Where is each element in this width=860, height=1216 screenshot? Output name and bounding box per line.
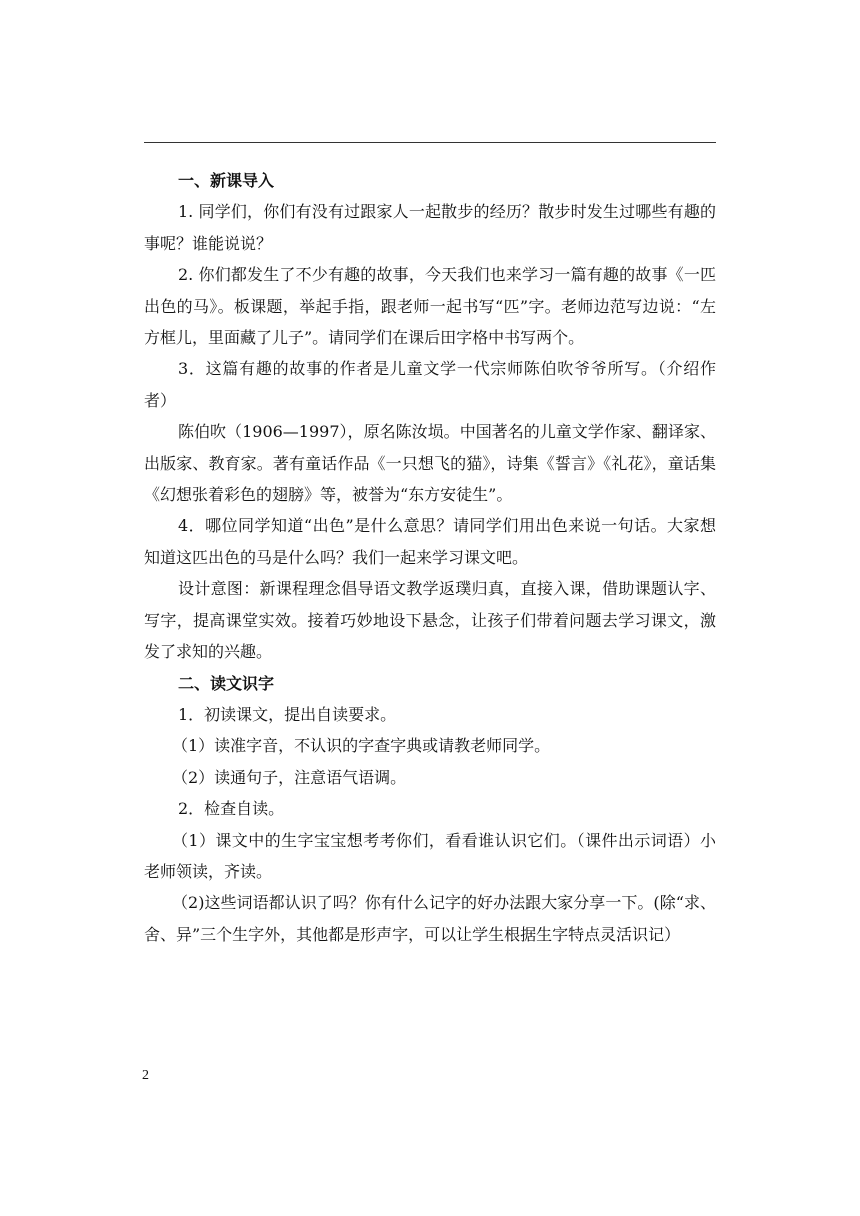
document-body [144,165,716,950]
paragraph: 4．哪位同学知道“出色”是什么意思？请同学们用出色来说一句话。大家想知道这匹出色的马是什么吗？我们一起来学习课文吧。 [144,516,716,567]
list-item: （1）课文中的生字宝宝想考考你们，看看谁认识它们。（课件出示词语）小老师领读，齐读。 [144,830,716,881]
paragraph: 3．这篇有趣的故事的作者是儿童文学一代宗师陈伯吹爷爷所写。（介绍作者） [144,359,716,410]
paragraph: 2．检查自读。 [178,799,285,819]
section-heading-intro: 一、新课导入 [178,171,275,190]
paragraph: 陈伯吹（1906—1997），原名陈汝埙。中国著名的儿童文学作家、翻译家、出版家、教育家。著有童话作品《一只想飞的猫》，诗集《誓言》《礼花》，童话集《幻想张着彩色的翅膀》等，被誉为“东方安徒生”。 [144,422,716,505]
list-item: （2)这些词语都认识了吗？你有什么记字的好办法跟大家分享一下。(除“求、舍、异”三个生字外，其他都是形声字，可以让学生根据生字特点灵活识记） [144,893,716,944]
list-item: （1）读准字音，不认识的字查字典或请教老师同学。 [172,736,551,756]
design-intent-paragraph: 设计意图：新课程理念倡导语文教学返璞归真，直接入课，借助课题认字、写字，提高课堂实效。接着巧妙地设下悬念，让孩子们带着问题去学习课文，激发了求知的兴趣。 [144,579,716,662]
section-heading-reading: 二、读文识字 [178,673,275,693]
paragraph: 1．初读课文，提出自读要求。 [178,704,397,724]
list-item: （2）读通句子，注意语气语调。 [172,767,407,787]
page-number: 2 [142,1068,149,1083]
header-rule [144,142,716,143]
paragraph: 2. 你们都发生了不少有趣的故事，今天我们也来学习一篇有趣的故事《一匹出色的马》。板课题，举起手指，跟老师一起书写“匹”字。老师边范写边说：“左方框儿，里面藏了儿子”。请同学们在课后田字格中书写两个。 [144,265,716,348]
paragraph: 1. 同学们，你们有没有过跟家人一起散步的经历？散步时发生过哪些有趣的事呢？谁能说说？ [144,202,716,253]
